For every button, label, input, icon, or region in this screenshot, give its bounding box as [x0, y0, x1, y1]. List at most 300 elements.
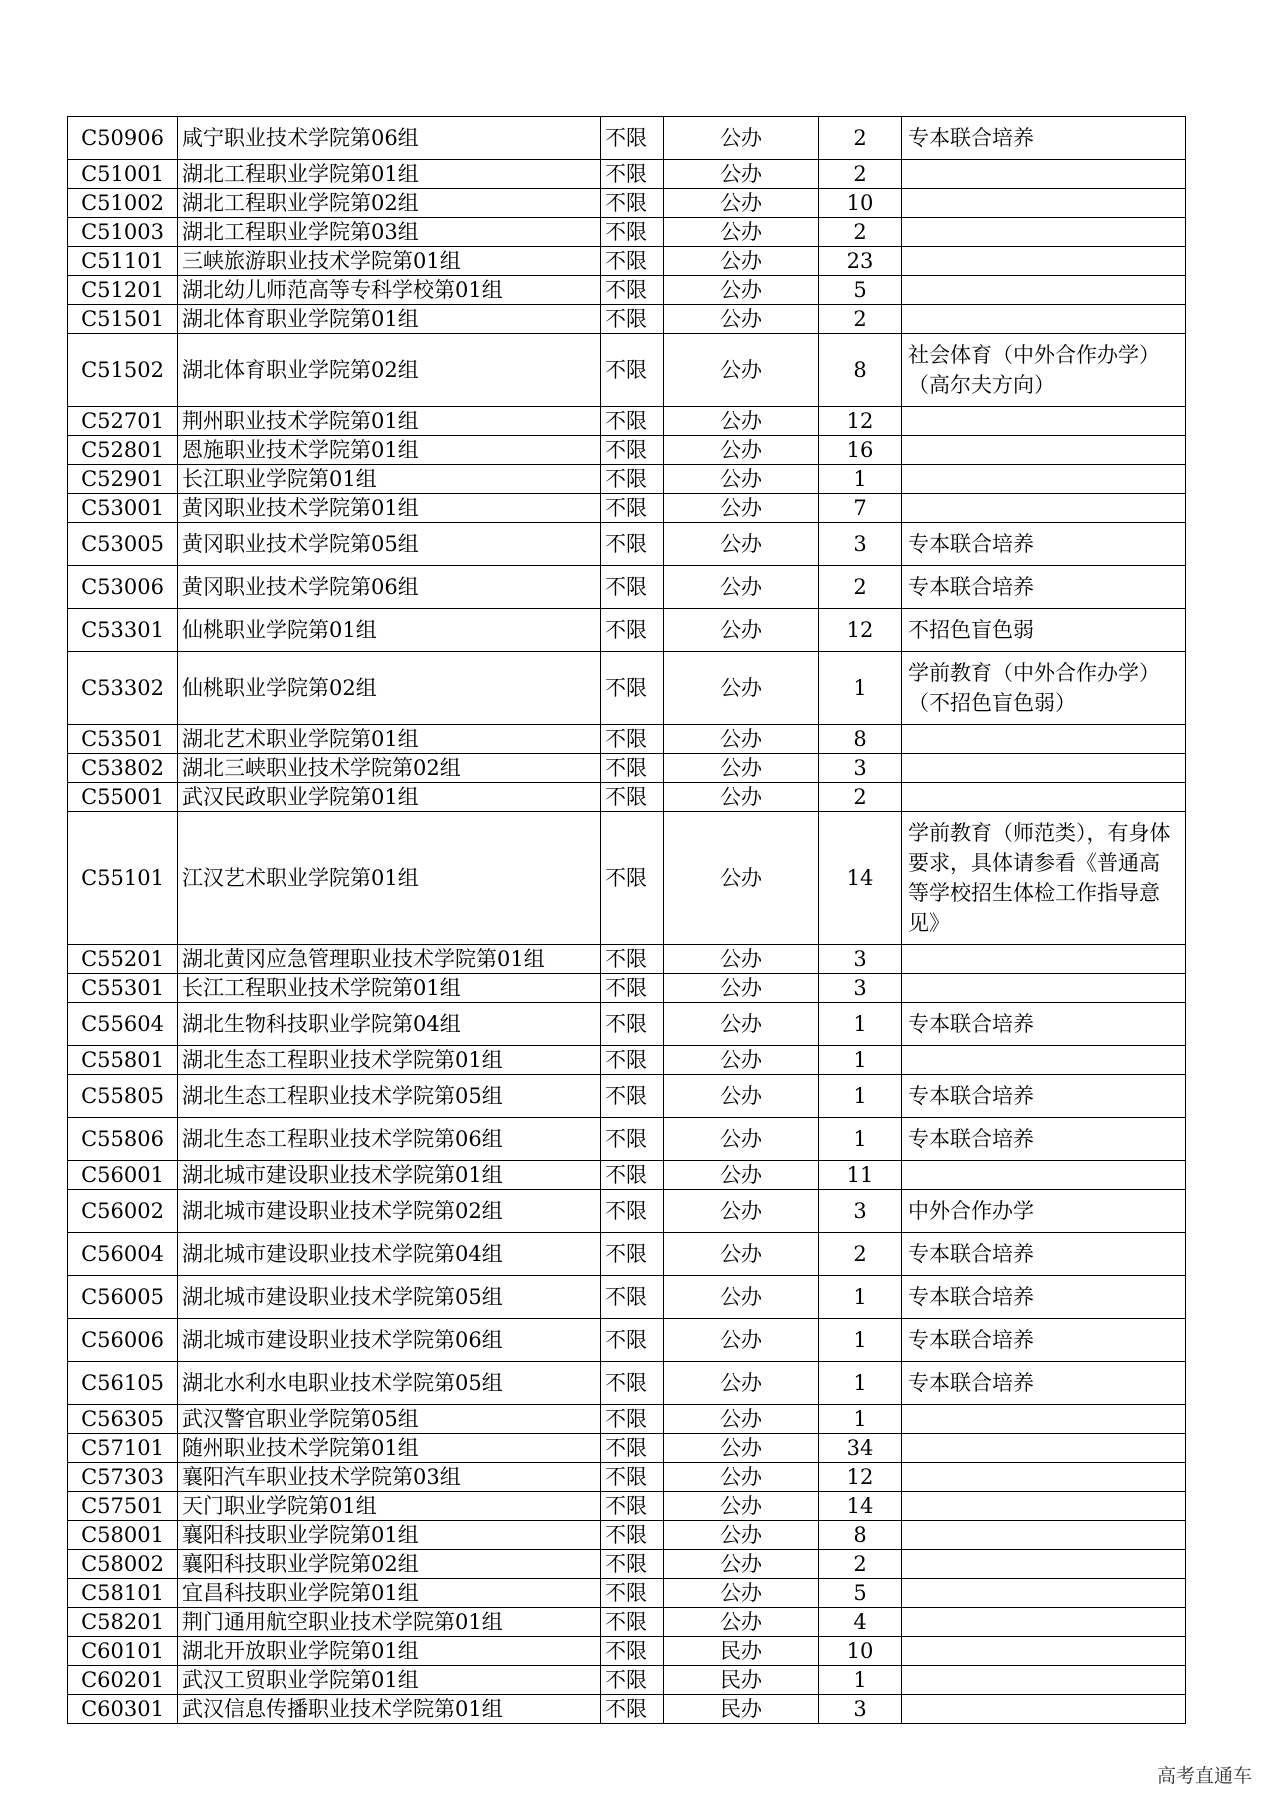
remark-cell: [902, 1550, 1186, 1579]
group-code-cell: C56005: [68, 1276, 178, 1319]
table-row: [68, 1003, 1186, 1046]
school-group-cell: 三峡旅游职业技术学院第01组: [178, 247, 601, 276]
plan-count-cell: 2: [819, 117, 902, 160]
school-group-cell: 长江职业学院第01组: [178, 465, 601, 494]
school-type-cell: 公办: [664, 1405, 819, 1434]
school-type-cell: 公办: [664, 974, 819, 1003]
table-row: [68, 305, 1186, 334]
school-type-cell: 民办: [664, 1637, 819, 1666]
remark-cell: [902, 1521, 1186, 1550]
table-row: [68, 1190, 1186, 1233]
group-code-cell: C53001: [68, 494, 178, 523]
table-row: [68, 1075, 1186, 1118]
remark-cell: [902, 218, 1186, 247]
remark-cell: 专本联合培养: [902, 1362, 1186, 1405]
group-code-cell: C52801: [68, 436, 178, 465]
plan-count-cell: 23: [819, 247, 902, 276]
remark-cell: [902, 247, 1186, 276]
school-type-cell: 公办: [664, 1319, 819, 1362]
subject-requirement-cell: 不限: [601, 1118, 664, 1161]
school-type-cell: 公办: [664, 276, 819, 305]
school-group-cell: 湖北生态工程职业技术学院第06组: [178, 1118, 601, 1161]
group-code-cell: C53006: [68, 566, 178, 609]
group-code-cell: C53501: [68, 725, 178, 754]
remark-cell: 不招色盲色弱: [902, 609, 1186, 652]
plan-count-cell: 12: [819, 407, 902, 436]
plan-count-cell: 1: [819, 652, 902, 725]
table-row: [68, 1046, 1186, 1075]
plan-count-cell: 16: [819, 436, 902, 465]
plan-count-cell: 3: [819, 1190, 902, 1233]
plan-count-cell: 10: [819, 189, 902, 218]
school-type-cell: 公办: [664, 189, 819, 218]
plan-count-cell: 3: [819, 754, 902, 783]
plan-count-cell: 3: [819, 945, 902, 974]
school-group-cell: 黄冈职业技术学院第06组: [178, 566, 601, 609]
school-group-cell: 湖北生态工程职业技术学院第05组: [178, 1075, 601, 1118]
plan-count-cell: 1: [819, 1362, 902, 1405]
plan-count-cell: 5: [819, 276, 902, 305]
table-row: [68, 974, 1186, 1003]
school-group-cell: 湖北工程职业学院第03组: [178, 218, 601, 247]
school-group-cell: 随州职业技术学院第01组: [178, 1434, 601, 1463]
group-code-cell: C58101: [68, 1579, 178, 1608]
remark-cell: [902, 1666, 1186, 1695]
group-code-cell: C55301: [68, 974, 178, 1003]
table-row: [68, 566, 1186, 609]
school-group-cell: 宜昌科技职业学院第01组: [178, 1579, 601, 1608]
school-type-cell: 公办: [664, 1046, 819, 1075]
school-group-cell: 荆州职业技术学院第01组: [178, 407, 601, 436]
remark-cell: [902, 945, 1186, 974]
group-code-cell: C55001: [68, 783, 178, 812]
watermark-text: 高考直通车: [1156, 1765, 1252, 1787]
table-row: [68, 247, 1186, 276]
subject-requirement-cell: 不限: [601, 218, 664, 247]
table-row: [68, 1666, 1186, 1695]
remark-cell: [902, 725, 1186, 754]
school-type-cell: 公办: [664, 1362, 819, 1405]
subject-requirement-cell: 不限: [601, 334, 664, 407]
plan-count-cell: 1: [819, 1118, 902, 1161]
table-row: [68, 218, 1186, 247]
remark-cell: [902, 974, 1186, 1003]
plan-count-cell: 1: [819, 465, 902, 494]
table-row: [68, 1492, 1186, 1521]
school-type-cell: 公办: [664, 160, 819, 189]
school-type-cell: 公办: [664, 1434, 819, 1463]
school-type-cell: 公办: [664, 1521, 819, 1550]
group-code-cell: C60201: [68, 1666, 178, 1695]
remark-cell: 专本联合培养: [902, 1233, 1186, 1276]
subject-requirement-cell: 不限: [601, 1666, 664, 1695]
plan-count-cell: 1: [819, 1666, 902, 1695]
admission-plan-table-container: [67, 116, 1185, 1724]
table-row: [68, 407, 1186, 436]
school-group-cell: 湖北城市建设职业技术学院第04组: [178, 1233, 601, 1276]
group-code-cell: C53301: [68, 609, 178, 652]
table-row: [68, 1550, 1186, 1579]
school-type-cell: 公办: [664, 1276, 819, 1319]
plan-count-cell: 2: [819, 305, 902, 334]
subject-requirement-cell: 不限: [601, 1463, 664, 1492]
group-code-cell: C50906: [68, 117, 178, 160]
subject-requirement-cell: 不限: [601, 609, 664, 652]
subject-requirement-cell: 不限: [601, 1003, 664, 1046]
table-row: [68, 465, 1186, 494]
school-group-cell: 湖北城市建设职业技术学院第02组: [178, 1190, 601, 1233]
table-row: [68, 1233, 1186, 1276]
remark-cell: [902, 1463, 1186, 1492]
group-code-cell: C58201: [68, 1608, 178, 1637]
remark-cell: [902, 1405, 1186, 1434]
school-group-cell: 湖北体育职业学院第01组: [178, 305, 601, 334]
group-code-cell: C52901: [68, 465, 178, 494]
remark-cell: [902, 189, 1186, 218]
school-group-cell: 湖北城市建设职业技术学院第05组: [178, 1276, 601, 1319]
subject-requirement-cell: 不限: [601, 436, 664, 465]
plan-count-cell: 1: [819, 1319, 902, 1362]
school-type-cell: 公办: [664, 436, 819, 465]
school-group-cell: 湖北幼儿师范高等专科学校第01组: [178, 276, 601, 305]
table-row: [68, 783, 1186, 812]
subject-requirement-cell: 不限: [601, 276, 664, 305]
school-type-cell: 公办: [664, 1003, 819, 1046]
plan-count-cell: 5: [819, 1579, 902, 1608]
table-row: [68, 436, 1186, 465]
school-group-cell: 湖北工程职业学院第02组: [178, 189, 601, 218]
school-type-cell: 公办: [664, 1579, 819, 1608]
plan-count-cell: 11: [819, 1161, 902, 1190]
school-type-cell: 民办: [664, 1666, 819, 1695]
remark-cell: 专本联合培养: [902, 1118, 1186, 1161]
table-row: [68, 652, 1186, 725]
school-group-cell: 襄阳汽车职业技术学院第03组: [178, 1463, 601, 1492]
subject-requirement-cell: 不限: [601, 1521, 664, 1550]
subject-requirement-cell: 不限: [601, 652, 664, 725]
remark-cell: [902, 407, 1186, 436]
subject-requirement-cell: 不限: [601, 160, 664, 189]
school-type-cell: 公办: [664, 1118, 819, 1161]
school-group-cell: 武汉工贸职业学院第01组: [178, 1666, 601, 1695]
plan-count-cell: 14: [819, 1492, 902, 1521]
group-code-cell: C51001: [68, 160, 178, 189]
subject-requirement-cell: 不限: [601, 1319, 664, 1362]
school-group-cell: 黄冈职业技术学院第05组: [178, 523, 601, 566]
group-code-cell: C55801: [68, 1046, 178, 1075]
school-group-cell: 湖北城市建设职业技术学院第01组: [178, 1161, 601, 1190]
subject-requirement-cell: 不限: [601, 523, 664, 566]
remark-cell: [902, 1161, 1186, 1190]
plan-count-cell: 1: [819, 1276, 902, 1319]
subject-requirement-cell: 不限: [601, 812, 664, 945]
table-row: [68, 945, 1186, 974]
plan-count-cell: 2: [819, 783, 902, 812]
school-group-cell: 湖北城市建设职业技术学院第06组: [178, 1319, 601, 1362]
plan-count-cell: 14: [819, 812, 902, 945]
table-row: [68, 1276, 1186, 1319]
group-code-cell: C55806: [68, 1118, 178, 1161]
subject-requirement-cell: 不限: [601, 117, 664, 160]
group-code-cell: C55101: [68, 812, 178, 945]
group-code-cell: C56006: [68, 1319, 178, 1362]
table-row: [68, 812, 1186, 945]
group-code-cell: C55604: [68, 1003, 178, 1046]
plan-count-cell: 8: [819, 725, 902, 754]
group-code-cell: C56305: [68, 1405, 178, 1434]
school-group-cell: 武汉民政职业学院第01组: [178, 783, 601, 812]
school-type-cell: 公办: [664, 494, 819, 523]
school-group-cell: 天门职业学院第01组: [178, 1492, 601, 1521]
school-type-cell: 公办: [664, 1463, 819, 1492]
remark-cell: [902, 494, 1186, 523]
remark-cell: 专本联合培养: [902, 1075, 1186, 1118]
group-code-cell: C52701: [68, 407, 178, 436]
group-code-cell: C53802: [68, 754, 178, 783]
group-code-cell: C58002: [68, 1550, 178, 1579]
school-group-cell: 湖北水利水电职业技术学院第05组: [178, 1362, 601, 1405]
remark-cell: [902, 1579, 1186, 1608]
remark-cell: [902, 1608, 1186, 1637]
table-row: [68, 1695, 1186, 1724]
school-type-cell: 公办: [664, 812, 819, 945]
subject-requirement-cell: 不限: [601, 974, 664, 1003]
plan-count-cell: 8: [819, 1521, 902, 1550]
subject-requirement-cell: 不限: [601, 305, 664, 334]
school-type-cell: 公办: [664, 1608, 819, 1637]
plan-count-cell: 2: [819, 1233, 902, 1276]
remark-cell: [902, 465, 1186, 494]
school-group-cell: 长江工程职业技术学院第01组: [178, 974, 601, 1003]
group-code-cell: C56002: [68, 1190, 178, 1233]
remark-cell: [902, 305, 1186, 334]
admission-plan-table: [67, 116, 1186, 1724]
plan-count-cell: 2: [819, 1550, 902, 1579]
plan-count-cell: 2: [819, 566, 902, 609]
group-code-cell: C56004: [68, 1233, 178, 1276]
school-type-cell: 公办: [664, 1492, 819, 1521]
remark-cell: [902, 1434, 1186, 1463]
group-code-cell: C51002: [68, 189, 178, 218]
table-row: [68, 1434, 1186, 1463]
subject-requirement-cell: 不限: [601, 1405, 664, 1434]
table-row: [68, 1579, 1186, 1608]
school-type-cell: 公办: [664, 1190, 819, 1233]
school-group-cell: 荆门通用航空职业技术学院第01组: [178, 1608, 601, 1637]
remark-cell: [902, 1637, 1186, 1666]
group-code-cell: C57101: [68, 1434, 178, 1463]
remark-cell: 专本联合培养: [902, 523, 1186, 566]
school-group-cell: 武汉信息传播职业技术学院第01组: [178, 1695, 601, 1724]
subject-requirement-cell: 不限: [601, 1492, 664, 1521]
table-row: [68, 1319, 1186, 1362]
plan-count-cell: 3: [819, 523, 902, 566]
school-group-cell: 仙桃职业学院第02组: [178, 652, 601, 725]
plan-count-cell: 10: [819, 1637, 902, 1666]
school-type-cell: 公办: [664, 945, 819, 974]
plan-count-cell: 1: [819, 1046, 902, 1075]
group-code-cell: C55201: [68, 945, 178, 974]
subject-requirement-cell: 不限: [601, 1276, 664, 1319]
remark-cell: 学前教育（中外合作办学）（不招色盲色弱）: [902, 652, 1186, 725]
group-code-cell: C53005: [68, 523, 178, 566]
school-type-cell: 公办: [664, 218, 819, 247]
school-group-cell: 黄冈职业技术学院第01组: [178, 494, 601, 523]
plan-count-cell: 4: [819, 1608, 902, 1637]
table-row: [68, 276, 1186, 305]
school-type-cell: 公办: [664, 117, 819, 160]
group-code-cell: C56105: [68, 1362, 178, 1405]
table-row: [68, 1362, 1186, 1405]
group-code-cell: C51101: [68, 247, 178, 276]
remark-cell: [902, 754, 1186, 783]
subject-requirement-cell: 不限: [601, 725, 664, 754]
plan-count-cell: 12: [819, 609, 902, 652]
group-code-cell: C51201: [68, 276, 178, 305]
school-type-cell: 公办: [664, 1233, 819, 1276]
plan-count-cell: 2: [819, 218, 902, 247]
group-code-cell: C60101: [68, 1637, 178, 1666]
table-row: [68, 1637, 1186, 1666]
subject-requirement-cell: 不限: [601, 1233, 664, 1276]
group-code-cell: C57303: [68, 1463, 178, 1492]
remark-cell: [902, 783, 1186, 812]
school-group-cell: 湖北黄冈应急管理职业技术学院第01组: [178, 945, 601, 974]
subject-requirement-cell: 不限: [601, 1046, 664, 1075]
group-code-cell: C51003: [68, 218, 178, 247]
plan-count-cell: 1: [819, 1003, 902, 1046]
remark-cell: 专本联合培养: [902, 566, 1186, 609]
subject-requirement-cell: 不限: [601, 247, 664, 276]
plan-count-cell: 8: [819, 334, 902, 407]
school-type-cell: 公办: [664, 725, 819, 754]
group-code-cell: C57501: [68, 1492, 178, 1521]
remark-cell: [902, 276, 1186, 305]
school-type-cell: 公办: [664, 1075, 819, 1118]
group-code-cell: C53302: [68, 652, 178, 725]
subject-requirement-cell: 不限: [601, 1075, 664, 1118]
school-type-cell: 公办: [664, 652, 819, 725]
school-type-cell: 公办: [664, 566, 819, 609]
group-code-cell: C56001: [68, 1161, 178, 1190]
remark-cell: 专本联合培养: [902, 1319, 1186, 1362]
table-row: [68, 117, 1186, 160]
school-group-cell: 襄阳科技职业学院第01组: [178, 1521, 601, 1550]
subject-requirement-cell: 不限: [601, 189, 664, 218]
school-type-cell: 公办: [664, 305, 819, 334]
school-type-cell: 公办: [664, 247, 819, 276]
subject-requirement-cell: 不限: [601, 1362, 664, 1405]
school-group-cell: 湖北生态工程职业技术学院第01组: [178, 1046, 601, 1075]
remark-cell: 社会体育（中外合作办学）（高尔夫方向）: [902, 334, 1186, 407]
remark-cell: 专本联合培养: [902, 1003, 1186, 1046]
subject-requirement-cell: 不限: [601, 465, 664, 494]
plan-count-cell: 7: [819, 494, 902, 523]
plan-count-cell: 34: [819, 1434, 902, 1463]
subject-requirement-cell: 不限: [601, 1550, 664, 1579]
table-row: [68, 334, 1186, 407]
plan-count-cell: 1: [819, 1405, 902, 1434]
school-group-cell: 湖北工程职业学院第01组: [178, 160, 601, 189]
school-group-cell: 江汉艺术职业学院第01组: [178, 812, 601, 945]
school-type-cell: 公办: [664, 783, 819, 812]
table-row: [68, 523, 1186, 566]
remark-cell: 专本联合培养: [902, 1276, 1186, 1319]
plan-count-cell: 2: [819, 160, 902, 189]
subject-requirement-cell: 不限: [601, 945, 664, 974]
group-code-cell: C60301: [68, 1695, 178, 1724]
subject-requirement-cell: 不限: [601, 754, 664, 783]
school-type-cell: 公办: [664, 334, 819, 407]
school-type-cell: 公办: [664, 609, 819, 652]
school-type-cell: 民办: [664, 1695, 819, 1724]
plan-count-cell: 1: [819, 1075, 902, 1118]
remark-cell: 中外合作办学: [902, 1190, 1186, 1233]
subject-requirement-cell: 不限: [601, 783, 664, 812]
table-row: [68, 1161, 1186, 1190]
table-row: [68, 609, 1186, 652]
plan-count-cell: 3: [819, 1695, 902, 1724]
group-code-cell: C58001: [68, 1521, 178, 1550]
subject-requirement-cell: 不限: [601, 1434, 664, 1463]
school-group-cell: 湖北开放职业学院第01组: [178, 1637, 601, 1666]
table-row: [68, 1463, 1186, 1492]
school-group-cell: 襄阳科技职业学院第02组: [178, 1550, 601, 1579]
remark-cell: 专本联合培养: [902, 117, 1186, 160]
subject-requirement-cell: 不限: [601, 407, 664, 436]
table-row: [68, 1608, 1186, 1637]
subject-requirement-cell: 不限: [601, 1579, 664, 1608]
subject-requirement-cell: 不限: [601, 1608, 664, 1637]
table-row: [68, 1405, 1186, 1434]
school-group-cell: 湖北生物科技职业学院第04组: [178, 1003, 601, 1046]
school-group-cell: 咸宁职业技术学院第06组: [178, 117, 601, 160]
table-row: [68, 189, 1186, 218]
school-type-cell: 公办: [664, 1161, 819, 1190]
school-type-cell: 公办: [664, 1550, 819, 1579]
subject-requirement-cell: 不限: [601, 1161, 664, 1190]
subject-requirement-cell: 不限: [601, 1695, 664, 1724]
school-type-cell: 公办: [664, 754, 819, 783]
remark-cell: [902, 1695, 1186, 1724]
school-type-cell: 公办: [664, 465, 819, 494]
table-body: [68, 117, 1186, 1724]
group-code-cell: C51502: [68, 334, 178, 407]
school-type-cell: 公办: [664, 407, 819, 436]
school-group-cell: 恩施职业技术学院第01组: [178, 436, 601, 465]
group-code-cell: C51501: [68, 305, 178, 334]
school-group-cell: 湖北体育职业学院第02组: [178, 334, 601, 407]
group-code-cell: C55805: [68, 1075, 178, 1118]
subject-requirement-cell: 不限: [601, 566, 664, 609]
subject-requirement-cell: 不限: [601, 1637, 664, 1666]
remark-cell: [902, 436, 1186, 465]
school-group-cell: 湖北艺术职业学院第01组: [178, 725, 601, 754]
plan-count-cell: 12: [819, 1463, 902, 1492]
table-row: [68, 494, 1186, 523]
remark-cell: [902, 1046, 1186, 1075]
remark-cell: [902, 1492, 1186, 1521]
remark-cell: [902, 160, 1186, 189]
table-row: [68, 754, 1186, 783]
remark-cell: 学前教育（师范类），有身体要求，具体请参看《普通高等学校招生体检工作指导意见》: [902, 812, 1186, 945]
school-group-cell: 湖北三峡职业技术学院第02组: [178, 754, 601, 783]
table-row: [68, 160, 1186, 189]
school-group-cell: 仙桃职业学院第01组: [178, 609, 601, 652]
plan-count-cell: 3: [819, 974, 902, 1003]
subject-requirement-cell: 不限: [601, 1190, 664, 1233]
school-group-cell: 武汉警官职业学院第05组: [178, 1405, 601, 1434]
